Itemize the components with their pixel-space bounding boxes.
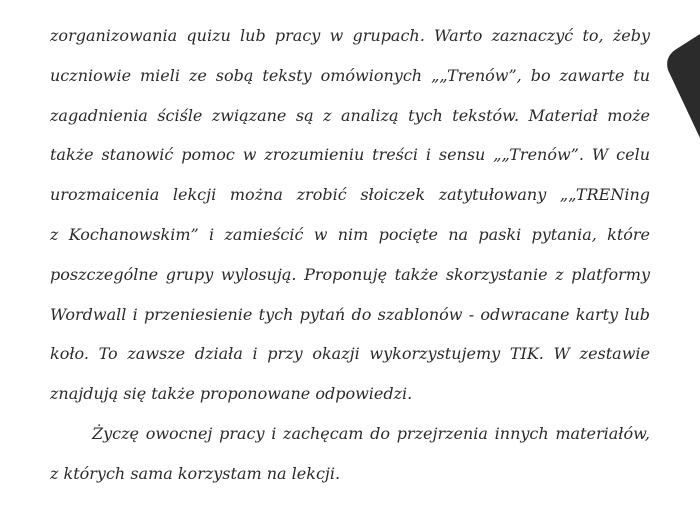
text-line	[50, 374, 650, 414]
text-line-content: uczniowie mieli ze sobą teksty omówionych „„Trenów”, bo zawarte tu	[50, 65, 650, 85]
text-line	[50, 175, 650, 215]
text-line	[50, 454, 650, 494]
text-line	[50, 215, 650, 255]
text-line-content: z których sama korzystam na lekcji.	[50, 463, 341, 483]
text-line-content: z Kochanowskim” i zamieścić w nim pocięte na paski pytania, które	[50, 224, 650, 244]
text-line-content: znajdują się także proponowane odpowiedzi.	[50, 384, 413, 404]
paragraph-1	[50, 16, 650, 414]
text-line	[50, 96, 650, 136]
text-line	[50, 334, 650, 374]
text-line	[50, 295, 650, 335]
corner-decoration-shape	[667, 34, 700, 138]
text-line-content: zagadnienia ściśle związane są z analizą tych tekstów. Materiał może	[50, 105, 650, 125]
text-line	[50, 16, 650, 56]
text-line-content: Życzę owocnej pracy i zachęcam do przejrzenia innych materiałów,	[92, 423, 650, 443]
text-line-content: urozmaicenia lekcji można zrobić słoiczek zatytułowany „„TRENing	[50, 185, 650, 205]
corner-decoration	[660, 0, 700, 140]
paragraph-2	[50, 414, 650, 494]
text-line-content: koło. To zawsze działa i przy okazji wykorzystujemy TIK. W zestawie	[50, 344, 650, 364]
text-line	[50, 414, 650, 454]
text-line-content: zorganizowania quizu lub pracy w grupach. Warto zaznaczyć to, żeby	[50, 26, 650, 45]
text-line-content: poszczególne grupy wylosują. Proponuję także skorzystanie z platformy	[50, 264, 650, 284]
text-line	[50, 255, 650, 295]
text-line	[50, 56, 650, 96]
text-line-content: Wordwall i przeniesienie tych pytań do szablonów - odwracane karty lub	[50, 304, 650, 324]
text-line-content: także stanowić pomoc w zrozumieniu treści i sensu „„Trenów”. W celu	[50, 145, 650, 165]
text-line	[50, 135, 650, 175]
document-body	[50, 16, 650, 494]
